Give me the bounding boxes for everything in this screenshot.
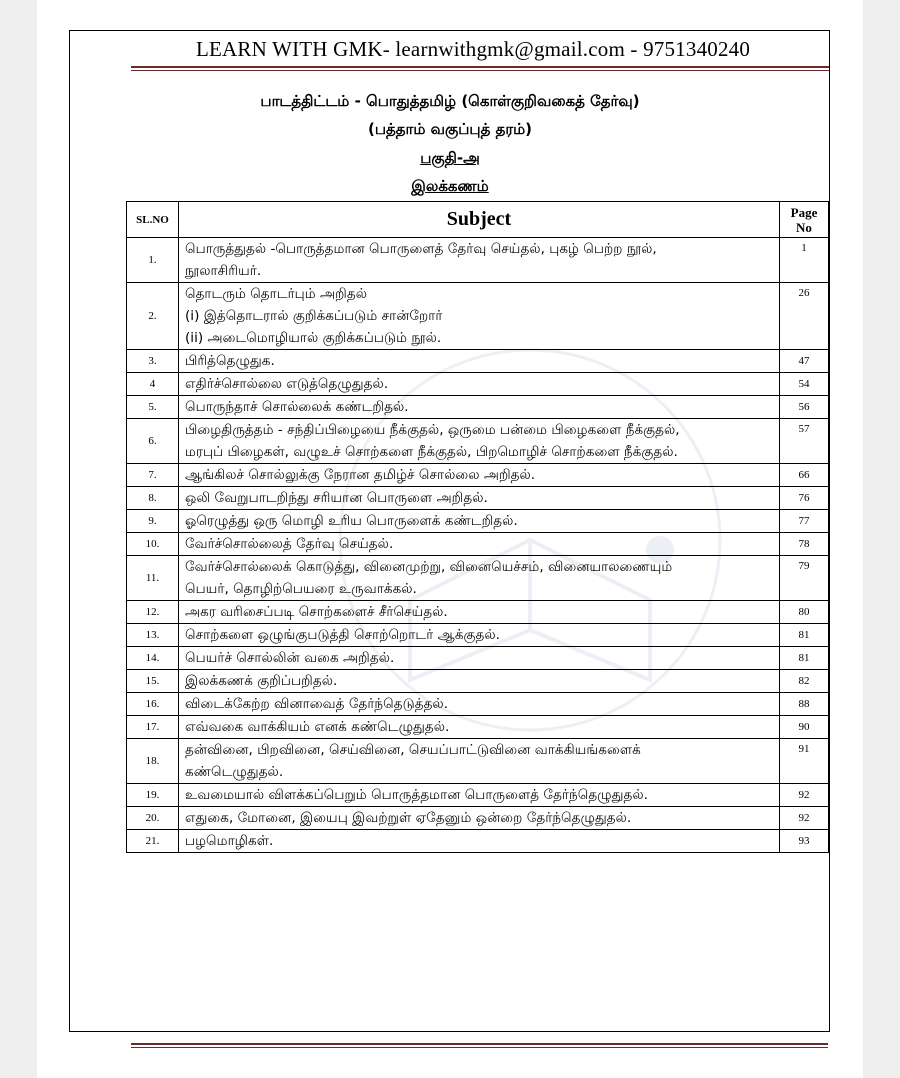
- header-rule-thin: [131, 70, 829, 71]
- row-number: 4: [127, 373, 179, 396]
- table-row: [127, 419, 829, 464]
- row-page: 57: [780, 419, 829, 464]
- row-subject: சொற்களை ஒழுங்குபடுத்தி சொற்றொடர் ஆக்குதல்.: [179, 624, 780, 647]
- row-number: 16.: [127, 693, 179, 716]
- table-row: [127, 556, 829, 601]
- table-row: [127, 670, 829, 693]
- row-number: 2.: [127, 283, 179, 350]
- page-header: LEARN WITH GMK- learnwithgmk@gmail.com - 9751340240: [196, 37, 751, 61]
- table-row: [127, 283, 829, 350]
- row-page: 54: [780, 373, 829, 396]
- row-subject: விடைக்கேற்ற வினாவைத் தேர்ந்தெடுத்தல்.: [179, 693, 780, 716]
- row-subject: பொருத்துதல் -பொருத்தமான பொருளைத் தேர்வு செய்தல், புகழ் பெற்ற நூல், நூலாசிரியர்.: [179, 238, 780, 283]
- row-number: 18.: [127, 739, 179, 784]
- row-number: 10.: [127, 533, 179, 556]
- row-number: 5.: [127, 396, 179, 419]
- title-part: பகுதி-அ: [420, 149, 480, 167]
- row-subject: ஒலி வேறுபாடறிந்து சரியான பொருளை அறிதல்.: [179, 487, 780, 510]
- row-subject: தன்வினை, பிறவினை, செய்வினை, செயப்பாட்டுவினை வாக்கியங்களைக் கண்டெழுதுதல்.: [179, 739, 780, 784]
- row-number: 1.: [127, 238, 179, 283]
- column-header-slno: SL.NO: [127, 202, 179, 238]
- row-number: 17.: [127, 716, 179, 739]
- row-subject: வேர்ச்சொல்லைக் கொடுத்து, வினைமுற்று, வினையெச்சம், வினையாலணையும் பெயர், தொழிற்பெயரை உருவாக்கல்.: [179, 556, 780, 601]
- table-row: [127, 716, 829, 739]
- row-page: 47: [780, 350, 829, 373]
- table-row: [127, 487, 829, 510]
- footer-rule: [131, 1043, 828, 1045]
- table-row: [127, 396, 829, 419]
- row-number: 9.: [127, 510, 179, 533]
- table-row: [127, 373, 829, 396]
- row-page: 92: [780, 807, 829, 830]
- table-row: [127, 601, 829, 624]
- row-subject: உவமையால் விளக்கப்பெறும் பொருத்தமான பொருளைத் தேர்ந்தெழுதுதல்.: [179, 784, 780, 807]
- row-number: 7.: [127, 464, 179, 487]
- row-page: 81: [780, 624, 829, 647]
- row-page: 82: [780, 670, 829, 693]
- table-row: [127, 647, 829, 670]
- row-number: 3.: [127, 350, 179, 373]
- row-subject: ஓரெழுத்து ஒரு மொழி உரிய பொருளைக் கண்டறிதல்.: [179, 510, 780, 533]
- table-row: [127, 784, 829, 807]
- row-subject: எதிர்ச்சொல்லை எடுத்தெழுதுதல்.: [179, 373, 780, 396]
- footer-rule-thin: [131, 1047, 828, 1048]
- row-page: 79: [780, 556, 829, 601]
- row-page: 78: [780, 533, 829, 556]
- row-number: 14.: [127, 647, 179, 670]
- row-page: 93: [780, 830, 829, 853]
- row-number: 15.: [127, 670, 179, 693]
- column-header-page: Page No: [780, 202, 829, 238]
- row-subject: எவ்வகை வாக்கியம் எனக் கண்டெழுதுதல்.: [179, 716, 780, 739]
- row-page: 92: [780, 784, 829, 807]
- row-page: 77: [780, 510, 829, 533]
- row-page: 56: [780, 396, 829, 419]
- row-subject: இலக்கணக் குறிப்பறிதல்.: [179, 670, 780, 693]
- row-number: 12.: [127, 601, 179, 624]
- row-page: 66: [780, 464, 829, 487]
- row-page: 1: [780, 238, 829, 283]
- table-row: [127, 807, 829, 830]
- syllabus-table: [126, 201, 829, 853]
- row-page: 88: [780, 693, 829, 716]
- row-page: 90: [780, 716, 829, 739]
- row-subject: பெயர்ச் சொல்லின் வகை அறிதல்.: [179, 647, 780, 670]
- table-row: [127, 830, 829, 853]
- table-row: [127, 693, 829, 716]
- table-row: [127, 533, 829, 556]
- title-grade: (பத்தாம் வகுப்புத் தரம்): [367, 120, 533, 138]
- table-row: [127, 624, 829, 647]
- table-row: [127, 510, 829, 533]
- row-page: 91: [780, 739, 829, 784]
- table-row: [127, 350, 829, 373]
- table-row: [127, 464, 829, 487]
- row-number: 11.: [127, 556, 179, 601]
- row-page: 76: [780, 487, 829, 510]
- row-subject: பழமொழிகள்.: [179, 830, 780, 853]
- row-subject: அகர வரிசைப்படி சொற்களைச் சீர்செய்தல்.: [179, 601, 780, 624]
- row-subject: பொருந்தாச் சொல்லைக் கண்டறிதல்.: [179, 396, 780, 419]
- row-subject: ஆங்கிலச் சொல்லுக்கு நேரான தமிழ்ச் சொல்லை அறிதல்.: [179, 464, 780, 487]
- row-number: 20.: [127, 807, 179, 830]
- row-subject: பிரித்தெழுதுக.: [179, 350, 780, 373]
- row-subject: பிழைதிருத்தம் - சந்திப்பிழையை நீக்குதல், ஒருமை பன்மை பிழைகளை நீக்குதல், மரபுப் பிழைகள், வழுஉச் சொற்களை நீக்குதல், பிறமொழிச் சொற்களை நீக்குதல்.: [179, 419, 780, 464]
- row-subject: வேர்ச்சொல்லைத் தேர்வு செய்தல்.: [179, 533, 780, 556]
- row-page: 80: [780, 601, 829, 624]
- row-page: 81: [780, 647, 829, 670]
- title-section: இலக்கணம்: [411, 177, 489, 195]
- row-number: 19.: [127, 784, 179, 807]
- column-header-subject: Subject: [179, 202, 780, 238]
- row-number: 8.: [127, 487, 179, 510]
- row-page: 26: [780, 283, 829, 350]
- title-syllabus: பாடத்திட்டம் - பொதுத்தமிழ் (கொள்குறிவகைத் தேர்வு): [260, 92, 640, 110]
- row-subject: எதுகை, மோனை, இயைபு இவற்றுள் ஏதேனும் ஒன்றை தேர்ந்தெழுதுதல்.: [179, 807, 780, 830]
- row-subject: தொடரும் தொடர்பும் அறிதல் (i) இத்தொடரால் குறிக்கப்படும் சான்றோர் (ii) அடைமொழியால் குறிக்கப்படும் நூல்.: [179, 283, 780, 350]
- row-number: 13.: [127, 624, 179, 647]
- row-number: 6.: [127, 419, 179, 464]
- table-row: [127, 739, 829, 784]
- table-row: [127, 238, 829, 283]
- row-number: 21.: [127, 830, 179, 853]
- header-rule: [131, 66, 829, 68]
